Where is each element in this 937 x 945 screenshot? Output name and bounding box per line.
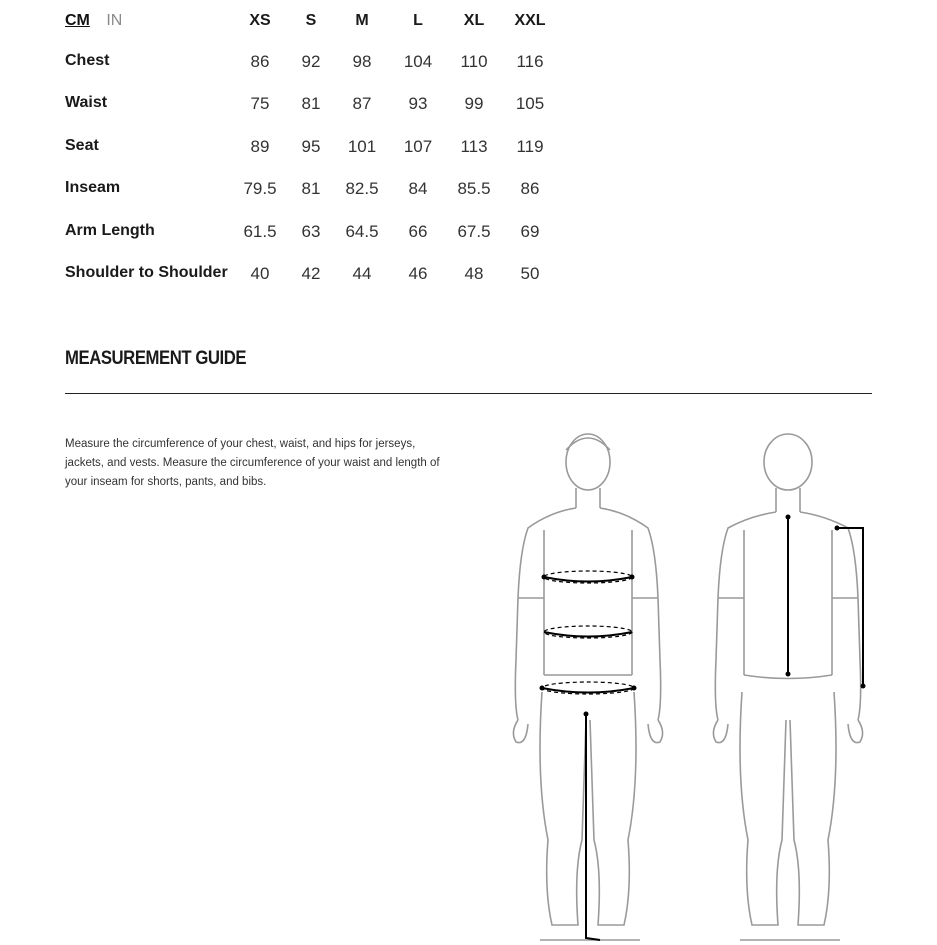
body-front-figure-icon xyxy=(500,420,680,945)
table-cell: 44 xyxy=(352,264,372,283)
unit-cm-button[interactable]: CM xyxy=(65,12,90,29)
table-cell: 82.5 xyxy=(345,179,379,198)
table-cell: 116 xyxy=(516,52,544,71)
table-cell: 69 xyxy=(520,222,540,241)
table-cell: 101 xyxy=(347,137,377,156)
table-cell: 92 xyxy=(301,52,321,71)
measurement-guide-title: MEASUREMENT GUIDE xyxy=(65,348,247,369)
size-header-xxl: XXL xyxy=(514,12,546,29)
table-cell: 75 xyxy=(250,94,270,113)
size-header-xs: XS xyxy=(249,12,271,29)
table-cell: 98 xyxy=(352,52,372,71)
table-cell: 81 xyxy=(301,179,321,198)
table-cell: 61.5 xyxy=(243,222,277,241)
table-cell: 81 xyxy=(301,94,321,113)
row-label: Seat xyxy=(65,137,99,154)
row-label: Chest xyxy=(65,52,110,69)
table-cell: 107 xyxy=(403,137,433,156)
table-cell: 48 xyxy=(464,264,484,283)
table-cell: 67.5 xyxy=(457,222,491,241)
measurement-guide-text: Measure the circumference of your chest, waist, and hips for jerseys, jackets, and vests. Measure the circumference of your waist and length of your inseam for shorts, pants, and bibs. xyxy=(65,438,440,488)
body-back-figure-icon xyxy=(700,420,880,945)
table-cell: 63 xyxy=(301,222,321,241)
table-cell: 87 xyxy=(352,94,372,113)
table-cell: 42 xyxy=(301,264,321,283)
table-cell: 104 xyxy=(403,52,433,71)
size-header-s: S xyxy=(305,12,317,29)
divider xyxy=(65,393,872,394)
table-cell: 84 xyxy=(408,179,428,198)
size-header-l: L xyxy=(413,12,423,29)
table-cell: 113 xyxy=(460,137,488,156)
table-cell: 85.5 xyxy=(457,179,491,198)
size-header-xl: XL xyxy=(463,12,485,29)
table-cell: 86 xyxy=(520,179,540,198)
table-cell: 105 xyxy=(515,94,545,113)
table-cell: 110 xyxy=(460,52,488,71)
size-header-m: M xyxy=(355,12,369,29)
table-cell: 86 xyxy=(250,52,270,71)
table-cell: 64.5 xyxy=(345,222,379,241)
table-cell: 46 xyxy=(408,264,428,283)
row-label: Waist xyxy=(65,94,108,111)
table-cell: 95 xyxy=(301,137,321,156)
unit-toggle xyxy=(65,12,134,30)
row-label: Arm Length xyxy=(65,222,155,239)
table-cell: 89 xyxy=(250,137,270,156)
table-cell: 79.5 xyxy=(243,179,277,198)
row-label: Shoulder to Shoulder xyxy=(65,264,228,281)
table-cell: 93 xyxy=(408,94,428,113)
unit-in-button[interactable]: IN xyxy=(106,12,123,29)
table-cell: 119 xyxy=(516,137,544,156)
table-cell: 66 xyxy=(408,222,428,241)
table-cell: 40 xyxy=(250,264,270,283)
table-cell: 50 xyxy=(520,264,540,283)
row-label: Inseam xyxy=(65,179,121,196)
table-cell: 99 xyxy=(464,94,484,113)
